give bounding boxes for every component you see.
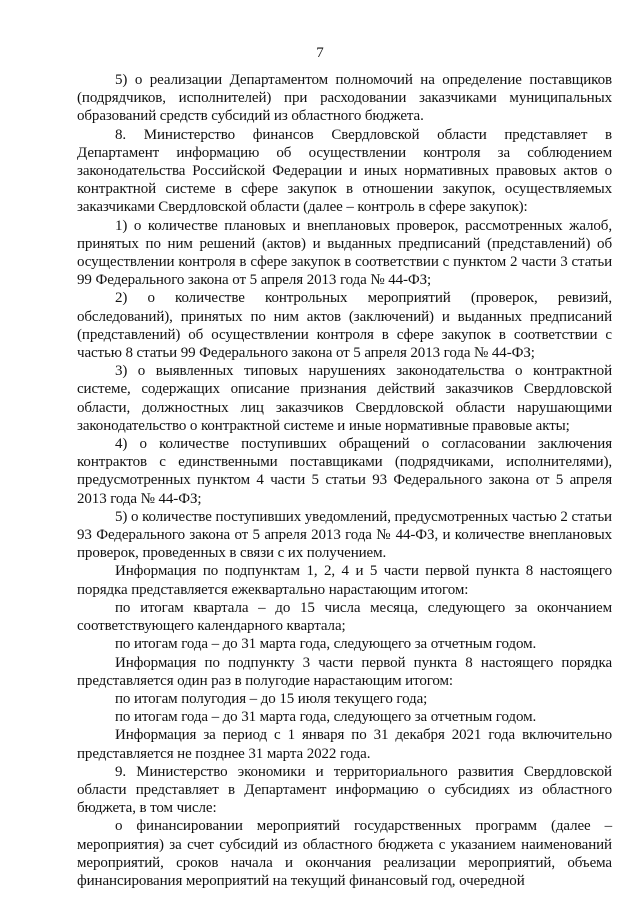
paragraph: 8. Министерство финансов Свердловской области представляет в Департамент информацию об осуществлении контроля за соблюдением законодательства Российской Федерации и иных нормативных правовых актов о контрактной системе в сфере закупок в отношении закупок, осуществляемых заказчиками Свердловской области (далее – контроль в сфере закупок):	[77, 126, 612, 216]
paragraph: по итогам года – до 31 марта года, следующего за отчетным годом.	[115, 636, 537, 653]
page-number: 7	[316, 45, 324, 61]
paragraph: по итогам квартала – до 15 числа месяца, следующего за окончанием соответствующего календарного квартала;	[77, 599, 612, 635]
paragraph: по итогам года – до 31 марта года, следующего за отчетным годом.	[115, 709, 537, 726]
paragraph: 9. Министерство экономики и территориального развития Свердловской области представляет в Департамент информацию о субсидиях из областного бюджета, в том числе:	[77, 763, 612, 817]
paragraph: Информация по подпунктам 1, 2, 4 и 5 части первой пункта 8 настоящего порядка представляется ежеквартально нарастающим итогом:	[77, 563, 612, 598]
paragraph: 4) о количестве поступивших обращений о согласовании заключения контрактов с единственными поставщиками (подрядчиками, исполнителями), предусмотренных пунктом 4 части 5 статьи 93 Федерального закона от 5 апреля 2013 года № 44-ФЗ;	[77, 436, 612, 507]
paragraph: о финансировании мероприятий государственных программ (далее – мероприятия) за счет субсидий из областного бюджета с указанием наименований мероприятий, сроков начала и окончания реализации мероприятий, объема финансирования мероприятий на текущий финансовый год, очередной	[77, 818, 612, 889]
paragraph: Информация по подпункту 3 части первой пункта 8 настоящего порядка представляется один раз в полугодие нарастающим итогом:	[77, 654, 612, 689]
paragraph: 3) о выявленных типовых нарушениях законодательства о контрактной системе, содержащих описание признания действий заказчиков Свердловской области, должностных лиц заказчиков Свердловской области нарушающими законодательство о контрактной системе и иные нормативные правовые акты;	[77, 363, 612, 434]
document-body	[77, 71, 612, 890]
paragraph: 2) о количестве контрольных мероприятий (проверок, ревизий, обследований), принятых по ним актов (заключений) и выданных предписаний (представлений) об осуществлении контроля в сфере закупок в соответствии с частью 8 статьи 99 Федерального закона от 5 апреля 2013 года № 44-ФЗ;	[77, 290, 612, 362]
paragraph: 5) о реализации Департаментом полномочий на определение поставщиков (подрядчиков, исполнителей) при расходовании заказчиками муниципальных образований средств субсидий из областного бюджета.	[77, 72, 612, 125]
paragraph: Информация за период с 1 января по 31 декабря 2021 года включительно представляется не позднее 31 марта 2022 года.	[77, 727, 612, 762]
paragraph: 5) о количестве поступивших уведомлений, предусмотренных частью 2 статьи 93 Федерального закона от 5 апреля 2013 года № 44-ФЗ, и количестве внеплановых проверок, проведенных в связи с их получением.	[77, 508, 612, 562]
paragraph: по итогам полугодия – до 15 июля текущего года;	[115, 690, 428, 707]
paragraph: 1) о количестве плановых и внеплановых проверок, рассмотренных жалоб, принятых по ним решений (актов) и выданных предписаний (представлений) об осуществлении контроля в сфере закупок в соответствии с пунктом 2 части 3 статьи 99 Федерального закона от 5 апреля 2013 года № 44-ФЗ;	[77, 217, 612, 289]
